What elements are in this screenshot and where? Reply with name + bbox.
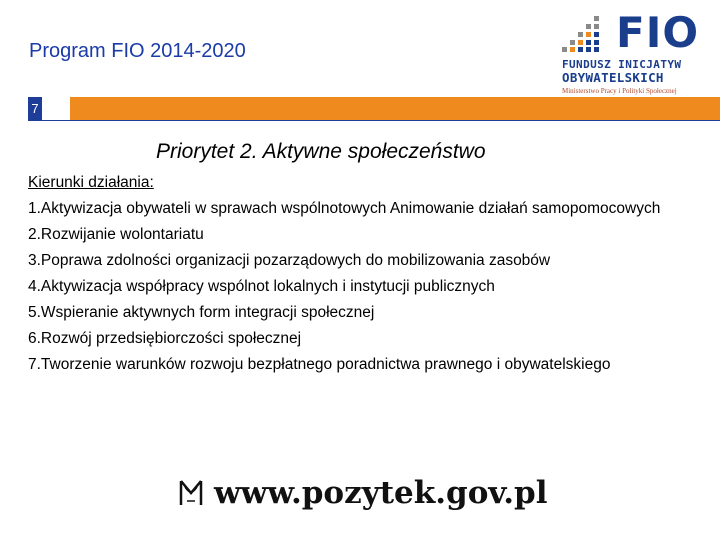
logo-line1: FUNDUSZ INICJATYW: [562, 58, 682, 71]
slide-number: 7: [28, 97, 42, 121]
list-item: 4.Aktywizacja współpracy wspólnot lokalnych i instytucji publicznych: [28, 278, 495, 295]
footer-url-link[interactable]: www.pozytek.gov.pl: [214, 475, 548, 511]
content-body: [28, 174, 668, 382]
slide-header-bar: [28, 97, 720, 121]
logo-line3: Ministerstwo Pracy i Polityki Społecznej: [562, 87, 677, 95]
logo-dots-icon: [560, 16, 604, 52]
slide-title: Priorytet 2. Aktywne społeczeństwo: [156, 140, 486, 163]
header-title: Program FIO 2014-2020: [29, 40, 246, 62]
logo-wordmark: FIO: [616, 8, 700, 57]
slide-bar-gap: [42, 97, 70, 121]
slide-accent-bar: [70, 97, 720, 121]
list-item: 6.Rozwój przedsiębiorczości społecznej: [28, 330, 302, 347]
list-item: 2.Rozwijanie wolontariatu: [28, 226, 204, 243]
logo-line2: OBYWATELSKICH: [562, 70, 664, 85]
list-item: 7.Tworzenie warunków rozwoju bezpłatnego poradnictwa prawnego i obywatelskiego: [28, 356, 611, 373]
footer: [176, 475, 548, 511]
slide-bar-underline: [28, 120, 720, 121]
list-item: 3.Poprawa zdolności organizacji pozarządowych do mobilizowania zasobów: [28, 252, 551, 269]
fio-logo: [556, 8, 702, 100]
pozytek-logo-icon: [176, 477, 206, 509]
list-item: 5.Wspieranie aktywnych form integracji społecznej: [28, 304, 375, 321]
list-item: 1.Aktywizacja obywateli w sprawach wspólnotowych Animowanie działań samopomocowych: [28, 200, 661, 217]
section-label: Kierunki działania:: [28, 174, 154, 191]
